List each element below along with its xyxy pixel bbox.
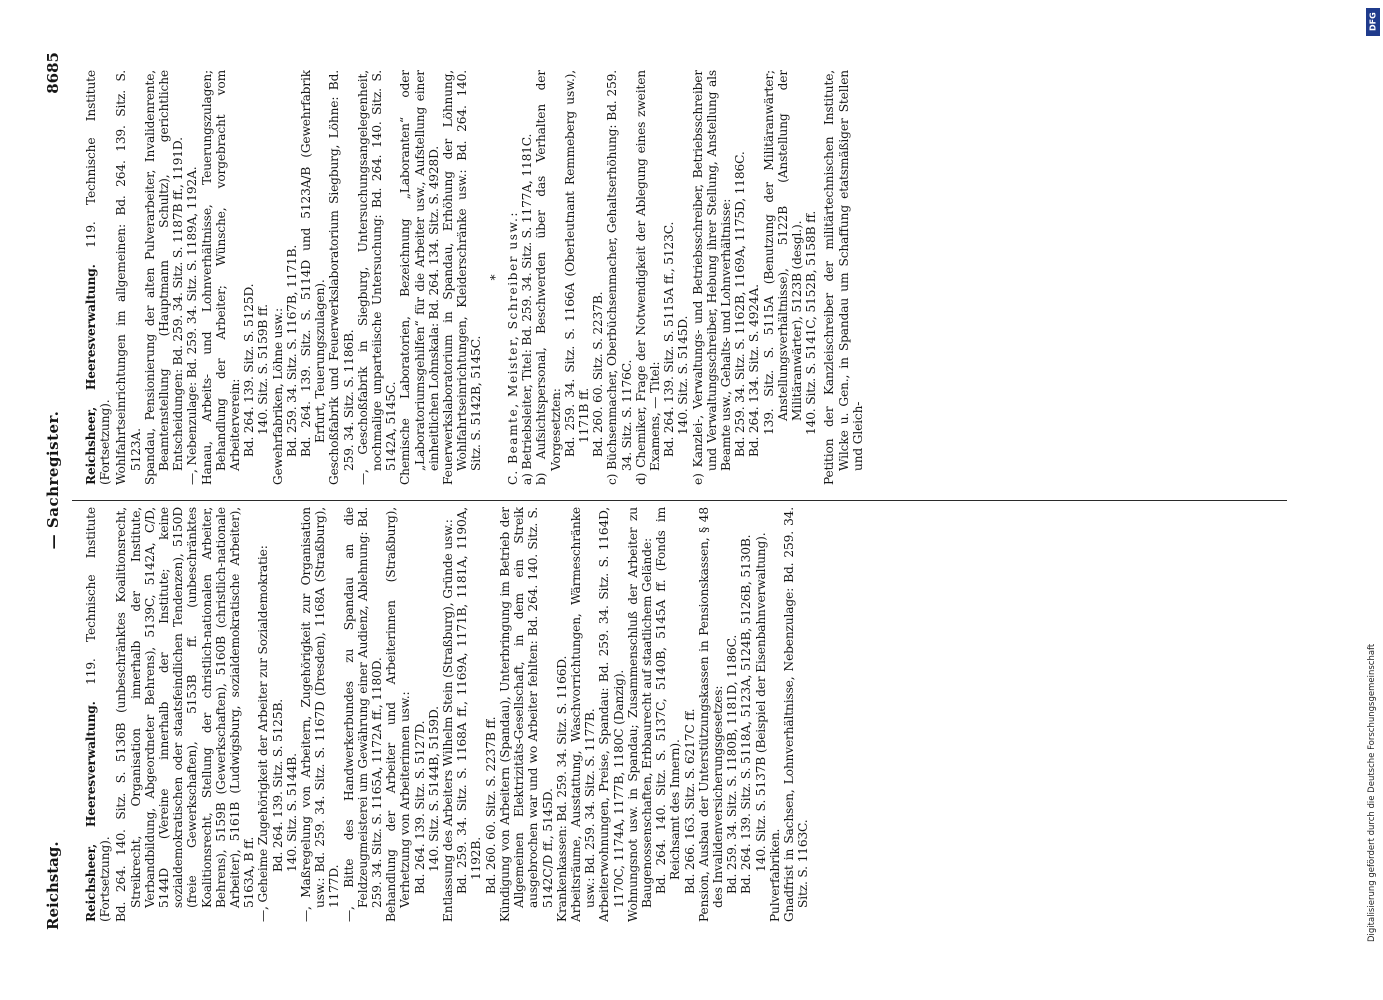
index-entry: Bd. 264. 139. Sitz. S. 5125B. xyxy=(270,699,285,872)
index-entry: Arbeitsräume, Ausstattung, Waschvorrichtungen, Wärmeschränke usw.: Bd. 259. 34. Sitz. S. 1177B. xyxy=(568,507,598,922)
right-heading-bold: Reichsheer, Heeresverwaltung. xyxy=(84,264,98,485)
index-entry: Bd. 266. 163. Sitz. S. 6217C ff. xyxy=(682,708,697,894)
left-heading-rest: 119. Technische Institute (Fortsetzung). xyxy=(84,507,113,922)
index-entry: 140. Sitz. S. 5144B, 5159D. xyxy=(426,706,441,872)
column-divider xyxy=(72,500,1287,501)
index-entry: Hanau, Arbeits- und Lohnverhältnisse, Teuerungszulagen; Behandlung der Arbeiter; Wünsche, vorgebracht vom Arbeiterverein: xyxy=(199,70,243,485)
index-entry: Chemische Laboratorien, Bezeichnung „Laboranten“ oder „Laboratoriumsgehilfen“ für die Arbeiter usw., Aufstellung einer einheitlichen Lohnskala: Bd. 264. 134. Sitz. S. 4928D. xyxy=(398,70,441,485)
index-entry: c) Büchsenmacher, Oberbüchsenmacher, Gehaltserhöhung: Bd. 259. 34. Sitz. S. 1176C. xyxy=(605,70,634,485)
index-entry: Krankenkassen: Bd. 259. 34. Sitz. S. 1166D. xyxy=(554,655,569,922)
page-number: 8685 xyxy=(44,52,62,94)
index-entry: 140. Sitz. S. 5137B (Beispiel der Eisenbahnverwaltung). xyxy=(753,532,768,872)
index-entry: Bd. 264. 134. Sitz. S. 4924A. xyxy=(747,284,762,457)
index-entry: Gnadfrist in Sachsen, Lohnverhältnisse, Nebenzulage: Bd. 259. 34. Sitz. S. 1163C. xyxy=(781,507,811,922)
index-entry: Bd. 259. 34. Sitz. S. 1180B, 1181D, 1186C. xyxy=(725,634,740,894)
digitization-credit xyxy=(1365,0,1383,1000)
index-entry: d) Chemiker, Frage der Notwendigkeit der Ablegung eines zweiten Examens, — Titel: xyxy=(633,70,662,485)
index-entry: Entlassung des Arbeiters Wilhelm Stein (Straßburg), Gründe usw.: xyxy=(441,519,456,922)
index-entry: Bd. 260. 60. Sitz. S. 2237B. xyxy=(591,291,606,457)
index-entry: Kündigung von Arbeitern (Spandau), Unterbringung im Betrieb der Allgemeinen Elektrizitäts-Gesellschaft, in dem ein Streik ausgebrochen war und wo Arbeiter fehlten: Bd. 264. 140. Sitz. S. 5142C/D ff., 5145D. xyxy=(497,507,555,922)
index-entry: —, Geheime Zugehörigkeit der Arbeiter zur Sozialdemokratie: xyxy=(256,545,271,922)
index-entry: Bd. 264. 139. Sitz. S. 5127D. xyxy=(412,720,427,894)
index-entry: —, Maßregelung von Arbeitern, Zugehörigkeit zur Organisation usw.: Bd. 259. 34. Sitz. S. 1167D (Dresden), 1168A (Straßburg), 1177D. xyxy=(299,507,342,922)
right-column-heading xyxy=(84,70,112,485)
index-entry: 140. Sitz. S. 5144B. xyxy=(284,753,299,872)
index-entry: * xyxy=(487,274,502,281)
index-entry: Wohnungsnot usw. in Spandau; Zusammenschluß der Arbeiter zu Baugenossenschaften, Erbbaurecht auf staatlichem Gelände: xyxy=(625,507,654,922)
index-entry: Geschoßfabrik und Feuerwerkslaboratorium Siegburg, Löhne: Bd. 259. 34. Sitz. S. 1186B. xyxy=(327,70,356,485)
index-entry: b) Aufsichtspersonal, Beschwerden über das Verhalten der Vorgesetzten: xyxy=(534,70,563,485)
index-entry: a) Betriebsleiter, Titel: Bd. 259. 34. Sitz. S. 1177A, 1181C. xyxy=(520,133,535,485)
index-entry: Bd. 260. 60. Sitz. S. 2237B ff. xyxy=(483,716,498,894)
index-entry: Gewehrfabriken, Löhne usw.: xyxy=(270,308,285,485)
index-entry: Bd. 259. 34. Sitz. S. 1162B, 1169A, 1175D, 1186C. xyxy=(733,151,748,457)
index-entry: —, Geschoßfabrik in Siegburg, Untersuchungsangelegenheit, nochmalige unparteiische Untersuchung: Bd. 264. 140. Sitz. S. 5142A, 5145C. xyxy=(355,70,399,485)
index-entry: Bd. 264. 140. Sitz. S. 5137C, 5140B, 5145A ff. (Fonds im Reichsamt des Innern). xyxy=(654,507,683,894)
index-entry: Bd. 264. 139. Sitz. S. 5118A, 5123A, 5124B, 5126B, 5130B. xyxy=(739,534,754,894)
left-column xyxy=(84,507,1284,922)
index-entry: Spandau, Pensionierung der alten Pulverarbeiter, Invalidenrente, Beamtenstellung (Hauptmann Schultz), gerichtliche Entscheidungen: Bd. 259. 34. Sitz. S. 1187B ff., 1191D. xyxy=(142,70,186,485)
right-entry-list xyxy=(114,70,865,485)
index-entry: —, Nebenzulage: Bd. 259. 34. Sitz. S. 1189A, 1192A. xyxy=(185,166,200,485)
index-entry: Behandlung der Arbeiter und Arbeiterinnen (Straßburg), Verhetzung von Arbeiterinnen usw.: xyxy=(384,507,413,922)
index-entry: 140. Sitz. S. 5159B ff. xyxy=(256,304,271,435)
right-heading-rest: 119. Technische Institute (Fortsetzung). xyxy=(84,70,113,485)
digitization-credit-text: Digitalisierung gefördert durch die Deutsche Forschungsgemeinschaft xyxy=(1367,643,1377,942)
index-entry: Bd. 264. 139. Sitz. S. 5125D. xyxy=(242,283,257,457)
index-entry: Feuerwerkslaboratorium in Spandau, Erhöhung der Löhnung, Wohlfahrtseinrichtungen, Kleiderschränke usw.: Bd. 264. 140. Sitz. S. 5142B, 5145C. xyxy=(441,70,484,485)
index-entry: —, Bitte des Handwerkerbundes zu Spandau an die Feldzeugmeisterei um Gewährung einer Audienz, Ablehnung: Bd. 259. 34. Sitz. S. 1165A, 1172A ff., 1180D. xyxy=(341,507,385,922)
index-entry: e) Kanzlei-, Verwaltungs- und Betriebsschreiber, Betriebsschreiber und Verwaltungsschreiber, Hebung ihrer Stellung, Anstellung als Beamte usw., Gehalts- und Lohnverhältnisse: xyxy=(690,70,733,485)
header-center: — Sachregister. xyxy=(44,410,62,550)
index-entry: 140. Sitz. S. 5145D. xyxy=(676,315,691,435)
left-heading-bold: Reichsheer, Heeresverwaltung. xyxy=(84,701,98,922)
dfg-logo: DFG xyxy=(1366,8,1380,36)
index-entry: Bd. 264. 139. Sitz. S. 5114D und 5123A/B (Gewehrfabrik Erfurt, Teuerungszulagen). xyxy=(299,70,328,457)
index-entry: Arbeiterwohnungen, Preise, Spandau: Bd. 259. 34. Sitz. S. 1164D, 1170C, 1174A, 1177B, 1180C (Danzig). xyxy=(597,507,626,922)
index-entry: 140. Sitz. S. 5141C, 5152B, 5158B ff. xyxy=(804,210,819,435)
index-entry: Pulverfabriken. xyxy=(767,828,782,922)
index-entry: Bd. 259. 34. Sitz. S. 1167B, 1171B. xyxy=(284,244,299,457)
index-entry: 139. Sitz. S. 5115A (Benutzung der Militäranwärter; Anstellungsverhältnisse), 5122B (Anstellung der Militäranwärter), 5123B (desgl.). xyxy=(761,70,804,435)
left-column-heading xyxy=(84,507,112,922)
index-entry: Bd. 259. 34. Sitz. S. 1166A (Oberleutnant Remmeberg usw.), 1171B ff. xyxy=(562,70,591,457)
index-entry: C. Beamte, Meister, Schreiber usw.: xyxy=(505,211,520,485)
index-entry: Pension, Ausbau der Unterstützungskassen in Pensionskassen, § 48 des Invalidenversicherungsgesetzes: xyxy=(696,507,725,922)
index-entry: Wohlfahrtseinrichtungen im allgemeinen: Bd. 264. 139. Sitz. S. 5123A. xyxy=(114,70,143,485)
left-entry-list xyxy=(114,507,810,922)
header-left: Reichstag. xyxy=(44,841,62,930)
right-column xyxy=(84,70,1284,485)
index-entry: Bd. 264. 140. Sitz. S. 5136B (unbeschränktes Koalitionsrecht, Streikrecht, Organisation innerhalb der Institute, Verbandbildung, Abgeordneter Behrens), 5139C, 5142A, C/D, 5144D (Vereine innerhalb der Institute; keine sozialdemokratischen oder staatsfeindlichen Tendenzen), 5150D (freie Gewerkschaften), 5153B ff. (unbeschränktes Koalitionsrecht, Stellung der christlich-nationalen Arbeiter, Behrens), 5159B (Gewerkschaften), 5160B (christlich-nationale Arbeiter), 5161B (Ludwigsburg, sozialdemokratische Arbeiter), 5163A, B ff. xyxy=(114,507,257,922)
index-entry: Bd. 259. 34. Sitz. S. 1168A ff., 1169A, 1171B, 1181A, 1190A, 1192B. xyxy=(455,507,484,894)
index-entry: Petition der Kanzleischreiber der militärtechnischen Institute, Wilcke u. Gen., in Spandau um Schaffung etatsmäßiger Stellen und Gleich- xyxy=(822,70,865,485)
page-header xyxy=(44,40,74,940)
index-entry: Bd. 264. 139. Sitz. S. 5115A ff., 5123C. xyxy=(662,221,677,457)
